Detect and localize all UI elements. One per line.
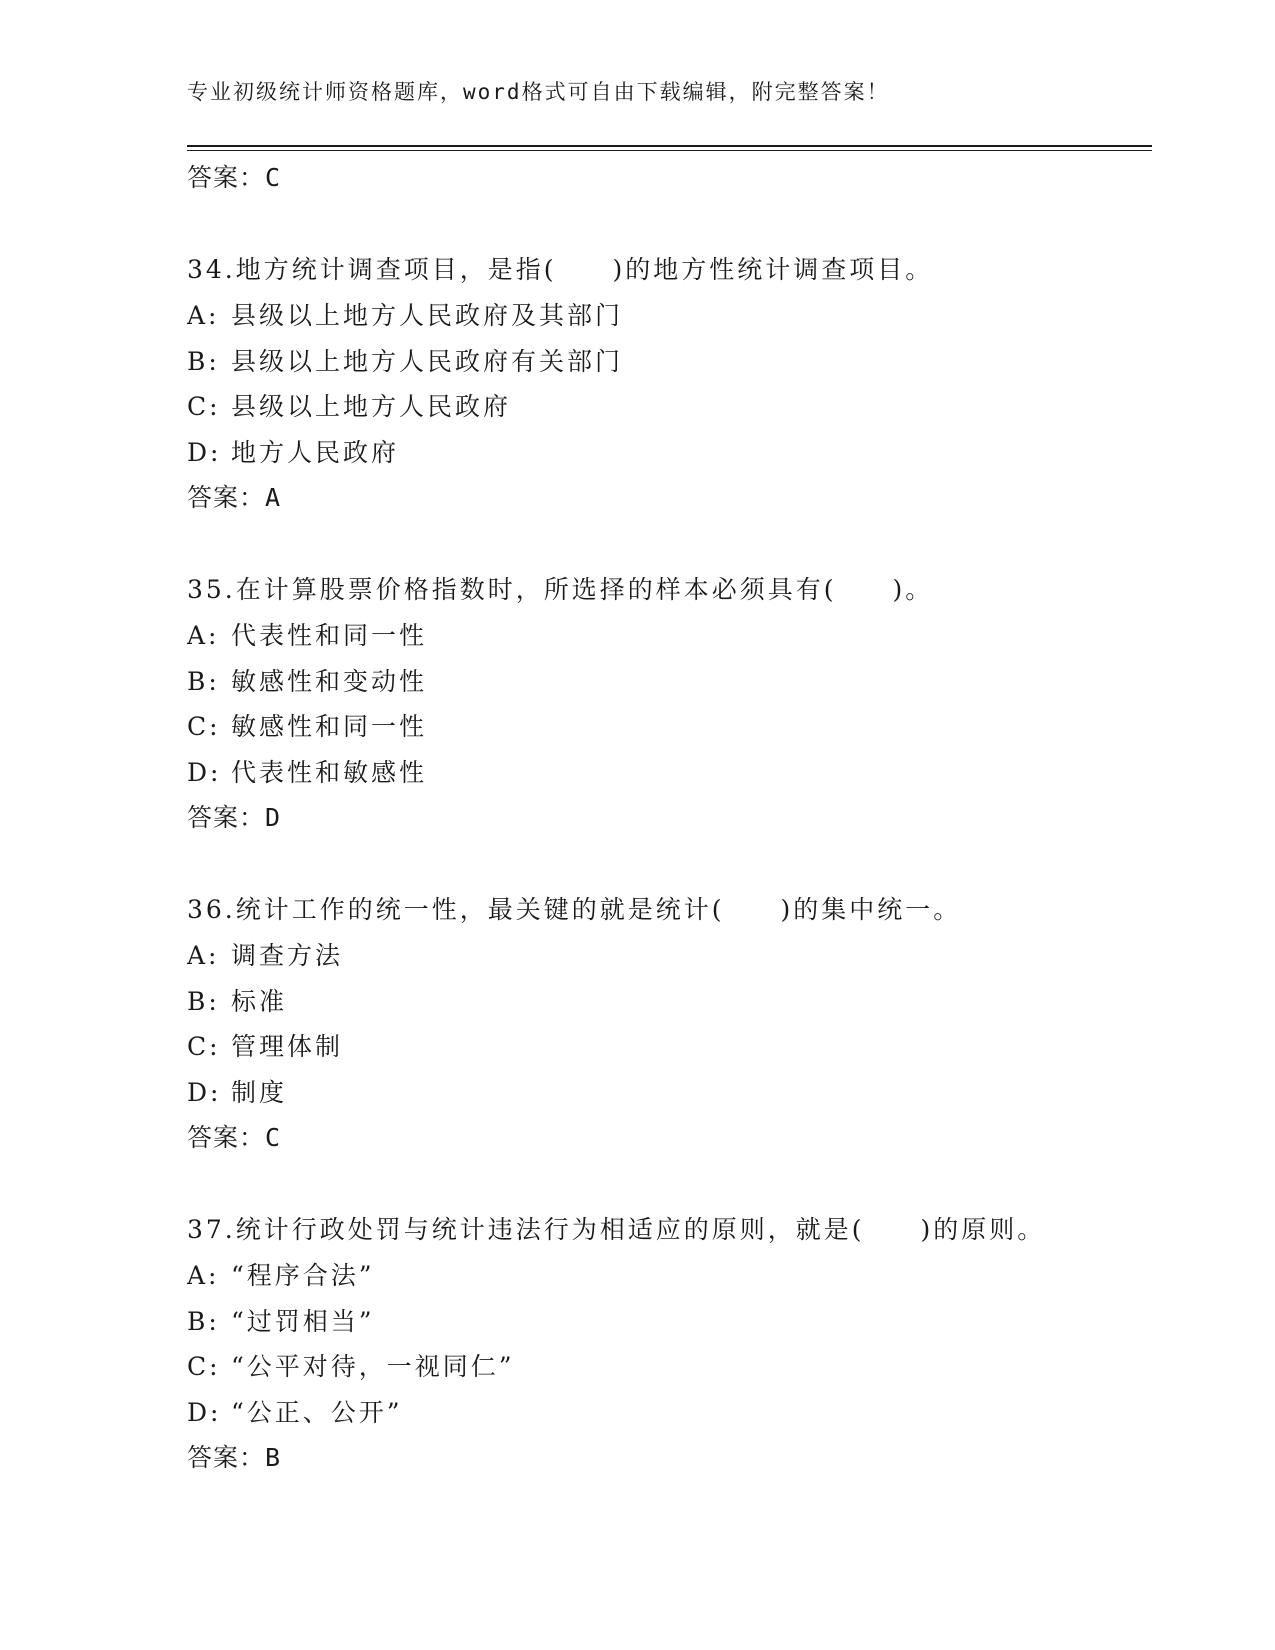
option-c xyxy=(187,384,1152,430)
answer-label: 答案： xyxy=(187,1123,266,1152)
answer-label: 答案： xyxy=(187,803,266,832)
answer-label: 答案： xyxy=(187,1443,266,1472)
option-b xyxy=(187,1299,1152,1345)
option-key: D: xyxy=(187,1077,222,1107)
question-content xyxy=(187,155,1152,1480)
option-key: B: xyxy=(187,986,220,1016)
option-key: A: xyxy=(187,621,220,650)
option-text: “程序合法” xyxy=(231,1261,375,1290)
option-b xyxy=(187,659,1152,705)
option-c xyxy=(187,1344,1152,1390)
option-key: A: xyxy=(187,301,220,330)
option-a xyxy=(187,933,1152,979)
spacer xyxy=(187,840,1152,887)
spacer xyxy=(187,1160,1152,1207)
option-key: D: xyxy=(187,757,222,787)
answer-value: B xyxy=(265,1443,282,1472)
option-text: “过罚相当” xyxy=(231,1306,375,1336)
question-37 xyxy=(187,1207,1152,1480)
option-text: 代表性和敏感性 xyxy=(231,757,428,787)
option-c xyxy=(187,1024,1152,1070)
option-d xyxy=(187,1070,1152,1116)
answer-label: 答案： xyxy=(187,483,266,512)
option-c xyxy=(187,704,1152,750)
option-a xyxy=(187,293,1152,339)
option-d xyxy=(187,750,1152,796)
option-a xyxy=(187,613,1152,659)
option-d xyxy=(187,430,1152,476)
option-key: D: xyxy=(187,1397,222,1427)
question-answer xyxy=(187,1115,1152,1160)
option-key: B: xyxy=(187,666,220,696)
option-text: 敏感性和变动性 xyxy=(231,666,428,696)
option-a xyxy=(187,1253,1152,1299)
answer-label: 答案： xyxy=(187,163,266,192)
option-b xyxy=(187,339,1152,385)
option-text: 管理体制 xyxy=(231,1032,344,1061)
option-text: 敏感性和同一性 xyxy=(231,712,428,741)
question-stem: 34.地方统计调查项目，是指( )的地方性统计调查项目。 xyxy=(187,255,934,284)
answer-value: D xyxy=(265,803,282,832)
header-divider xyxy=(187,145,1152,151)
option-d xyxy=(187,1390,1152,1436)
option-text: 地方人民政府 xyxy=(231,437,400,467)
option-text: 县级以上地方人民政府 xyxy=(231,392,512,421)
spacer xyxy=(187,520,1152,567)
page-header-text: 专业初级统计师资格题库，word格式可自由下载编辑，附完整答案！ xyxy=(187,80,890,104)
question-35 xyxy=(187,567,1152,840)
question-answer xyxy=(187,475,1152,520)
question-34 xyxy=(187,247,1152,520)
option-text: 代表性和同一性 xyxy=(231,621,428,650)
question-answer xyxy=(187,795,1152,840)
spacer xyxy=(187,200,1152,247)
option-key: C: xyxy=(187,392,221,421)
option-text: 县级以上地方人民政府及其部门 xyxy=(231,301,624,330)
option-key: C: xyxy=(187,1352,221,1381)
option-key: A: xyxy=(187,941,220,970)
question-stem: 35.在计算股票价格指数时，所选择的样本必须具有( )。 xyxy=(187,575,934,604)
option-key: A: xyxy=(187,1261,220,1290)
option-text: “公平对待，一视同仁” xyxy=(231,1352,515,1381)
option-text: 调查方法 xyxy=(231,941,344,970)
option-text: 县级以上地方人民政府有关部门 xyxy=(231,346,624,376)
option-key: C: xyxy=(187,712,221,741)
option-key: D: xyxy=(187,437,222,467)
answer-value: A xyxy=(265,483,282,512)
option-key: C: xyxy=(187,1032,221,1061)
option-text: 制度 xyxy=(231,1077,288,1107)
question-stem: 36.统计工作的统一性，最关键的就是统计( )的集中统一。 xyxy=(187,895,962,924)
answer-value: C xyxy=(265,1123,282,1152)
question-stem: 37.统计行政处罚与统计违法行为相适应的原则，就是( )的原则。 xyxy=(187,1215,1046,1244)
option-b xyxy=(187,979,1152,1025)
question-answer xyxy=(187,1435,1152,1480)
answer-value: C xyxy=(265,163,282,192)
option-text: “公正、公开” xyxy=(231,1397,403,1427)
question-36 xyxy=(187,887,1152,1160)
option-text: 标准 xyxy=(231,986,288,1016)
option-key: B: xyxy=(187,1306,220,1336)
previous-answer xyxy=(187,155,1152,200)
option-key: B: xyxy=(187,346,220,376)
